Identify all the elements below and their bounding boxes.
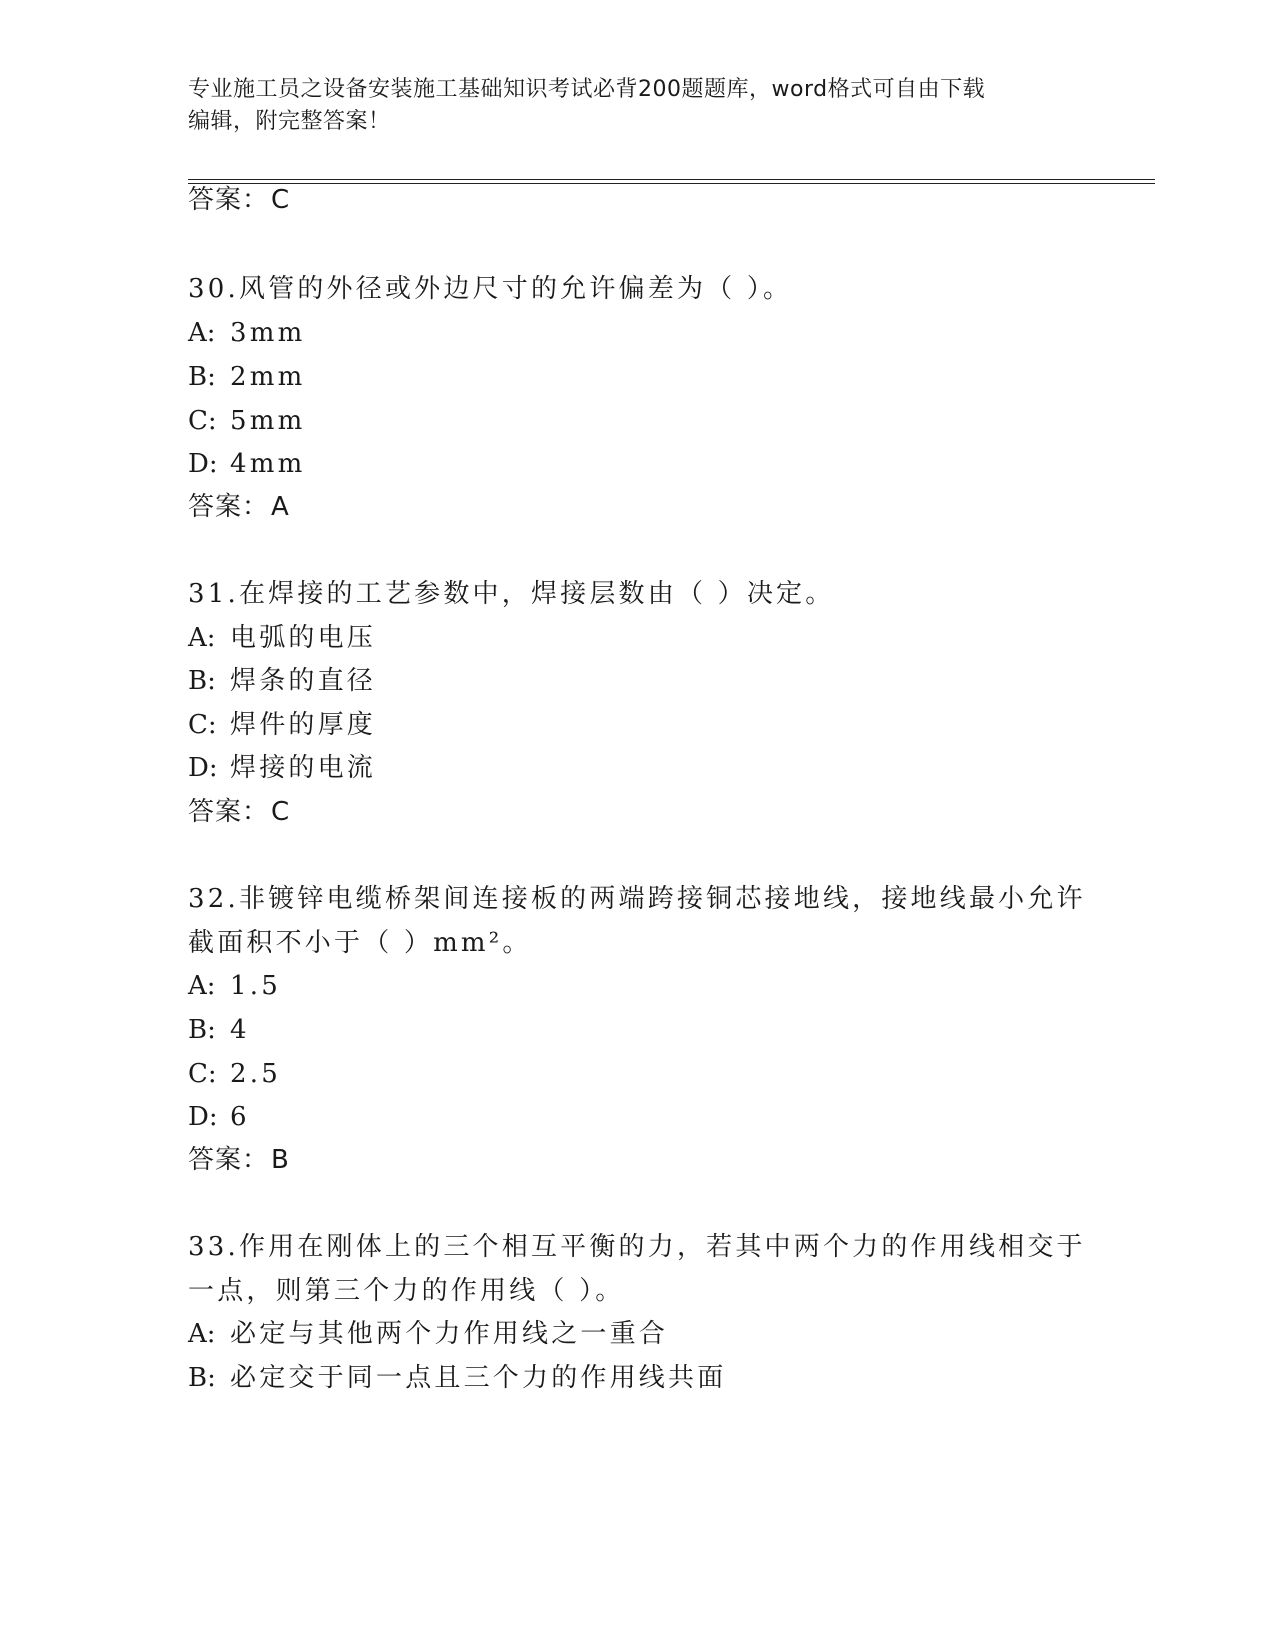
option-text: 3mm (230, 318, 306, 348)
option-item (188, 447, 305, 481)
option-key: A: (188, 318, 216, 348)
option-text: 焊条的直径 (230, 666, 377, 696)
option-item (188, 969, 281, 1003)
option-key: B: (188, 666, 216, 696)
option-item (188, 1013, 250, 1047)
header-divider-bottom (188, 183, 1155, 184)
option-text: 2mm (230, 362, 306, 392)
answer-line (188, 1143, 290, 1177)
option-key: B: (188, 1015, 216, 1045)
option-item (188, 316, 305, 350)
question-stem-continued: 截面积不小于（ ）mm²。 (188, 928, 532, 958)
option-key: B: (188, 1363, 216, 1393)
header-line-1: 专业施工员之设备安装施工基础知识考试必背200题题库，word格式可自由下载 (188, 77, 986, 102)
option-key: A: (188, 623, 216, 653)
answer-value: C (271, 797, 291, 827)
option-item (188, 360, 305, 394)
option-text: 必定交于同一点且三个力的作用线共面 (230, 1363, 727, 1393)
answer-line (188, 183, 290, 217)
option-item (188, 1361, 726, 1395)
option-item (188, 404, 305, 438)
question-stem: 30.风管的外径或外边尺寸的允许偏差为（ ）。 (188, 274, 793, 304)
header-divider-top (188, 179, 1155, 180)
option-key: C: (188, 710, 217, 740)
question-stem-continued: 一点，则第三个力的作用线（ ）。 (188, 1276, 625, 1306)
answer-line (188, 795, 290, 829)
document-header (188, 74, 1088, 138)
option-text: 4 (230, 1015, 250, 1045)
option-item (188, 1100, 250, 1134)
option-key: A: (188, 1319, 216, 1349)
option-item (188, 751, 376, 785)
option-key: B: (188, 362, 216, 392)
option-text: 6 (230, 1102, 250, 1132)
option-text: 电弧的电压 (230, 623, 377, 653)
option-key: C: (188, 406, 217, 436)
option-text: 焊件的厚度 (230, 710, 377, 740)
option-text: 5mm (230, 406, 306, 436)
option-key: A: (188, 971, 216, 1001)
answer-value: B (271, 1145, 290, 1175)
option-text: 焊接的电流 (230, 753, 377, 783)
option-text: 2.5 (230, 1059, 281, 1089)
answer-label: 答案： (188, 185, 270, 215)
option-key: D: (188, 753, 218, 783)
answer-label: 答案： (188, 1145, 270, 1175)
answer-value: A (271, 492, 290, 522)
option-item (188, 621, 376, 655)
option-text: 1.5 (230, 971, 281, 1001)
option-item (188, 1317, 668, 1351)
option-item (188, 708, 376, 742)
answer-line (188, 490, 290, 524)
option-key: D: (188, 449, 218, 479)
answer-label: 答案： (188, 492, 270, 522)
option-item (188, 1057, 281, 1091)
option-text: 必定与其他两个力作用线之一重合 (230, 1319, 669, 1349)
header-line-2: 编辑，附完整答案！ (188, 109, 391, 134)
option-item (188, 664, 376, 698)
question-stem: 32.非镀锌电缆桥架间连接板的两端跨接铜芯接地线，接地线最小允许 (188, 884, 1086, 914)
answer-label: 答案： (188, 797, 270, 827)
option-key: C: (188, 1059, 217, 1089)
option-key: D: (188, 1102, 218, 1132)
answer-value: C (271, 185, 291, 215)
question-stem: 33.作用在刚体上的三个相互平衡的力，若其中两个力的作用线相交于 (188, 1232, 1086, 1262)
option-text: 4mm (230, 449, 306, 479)
question-stem: 31.在焊接的工艺参数中，焊接层数由（ ）决定。 (188, 579, 835, 609)
